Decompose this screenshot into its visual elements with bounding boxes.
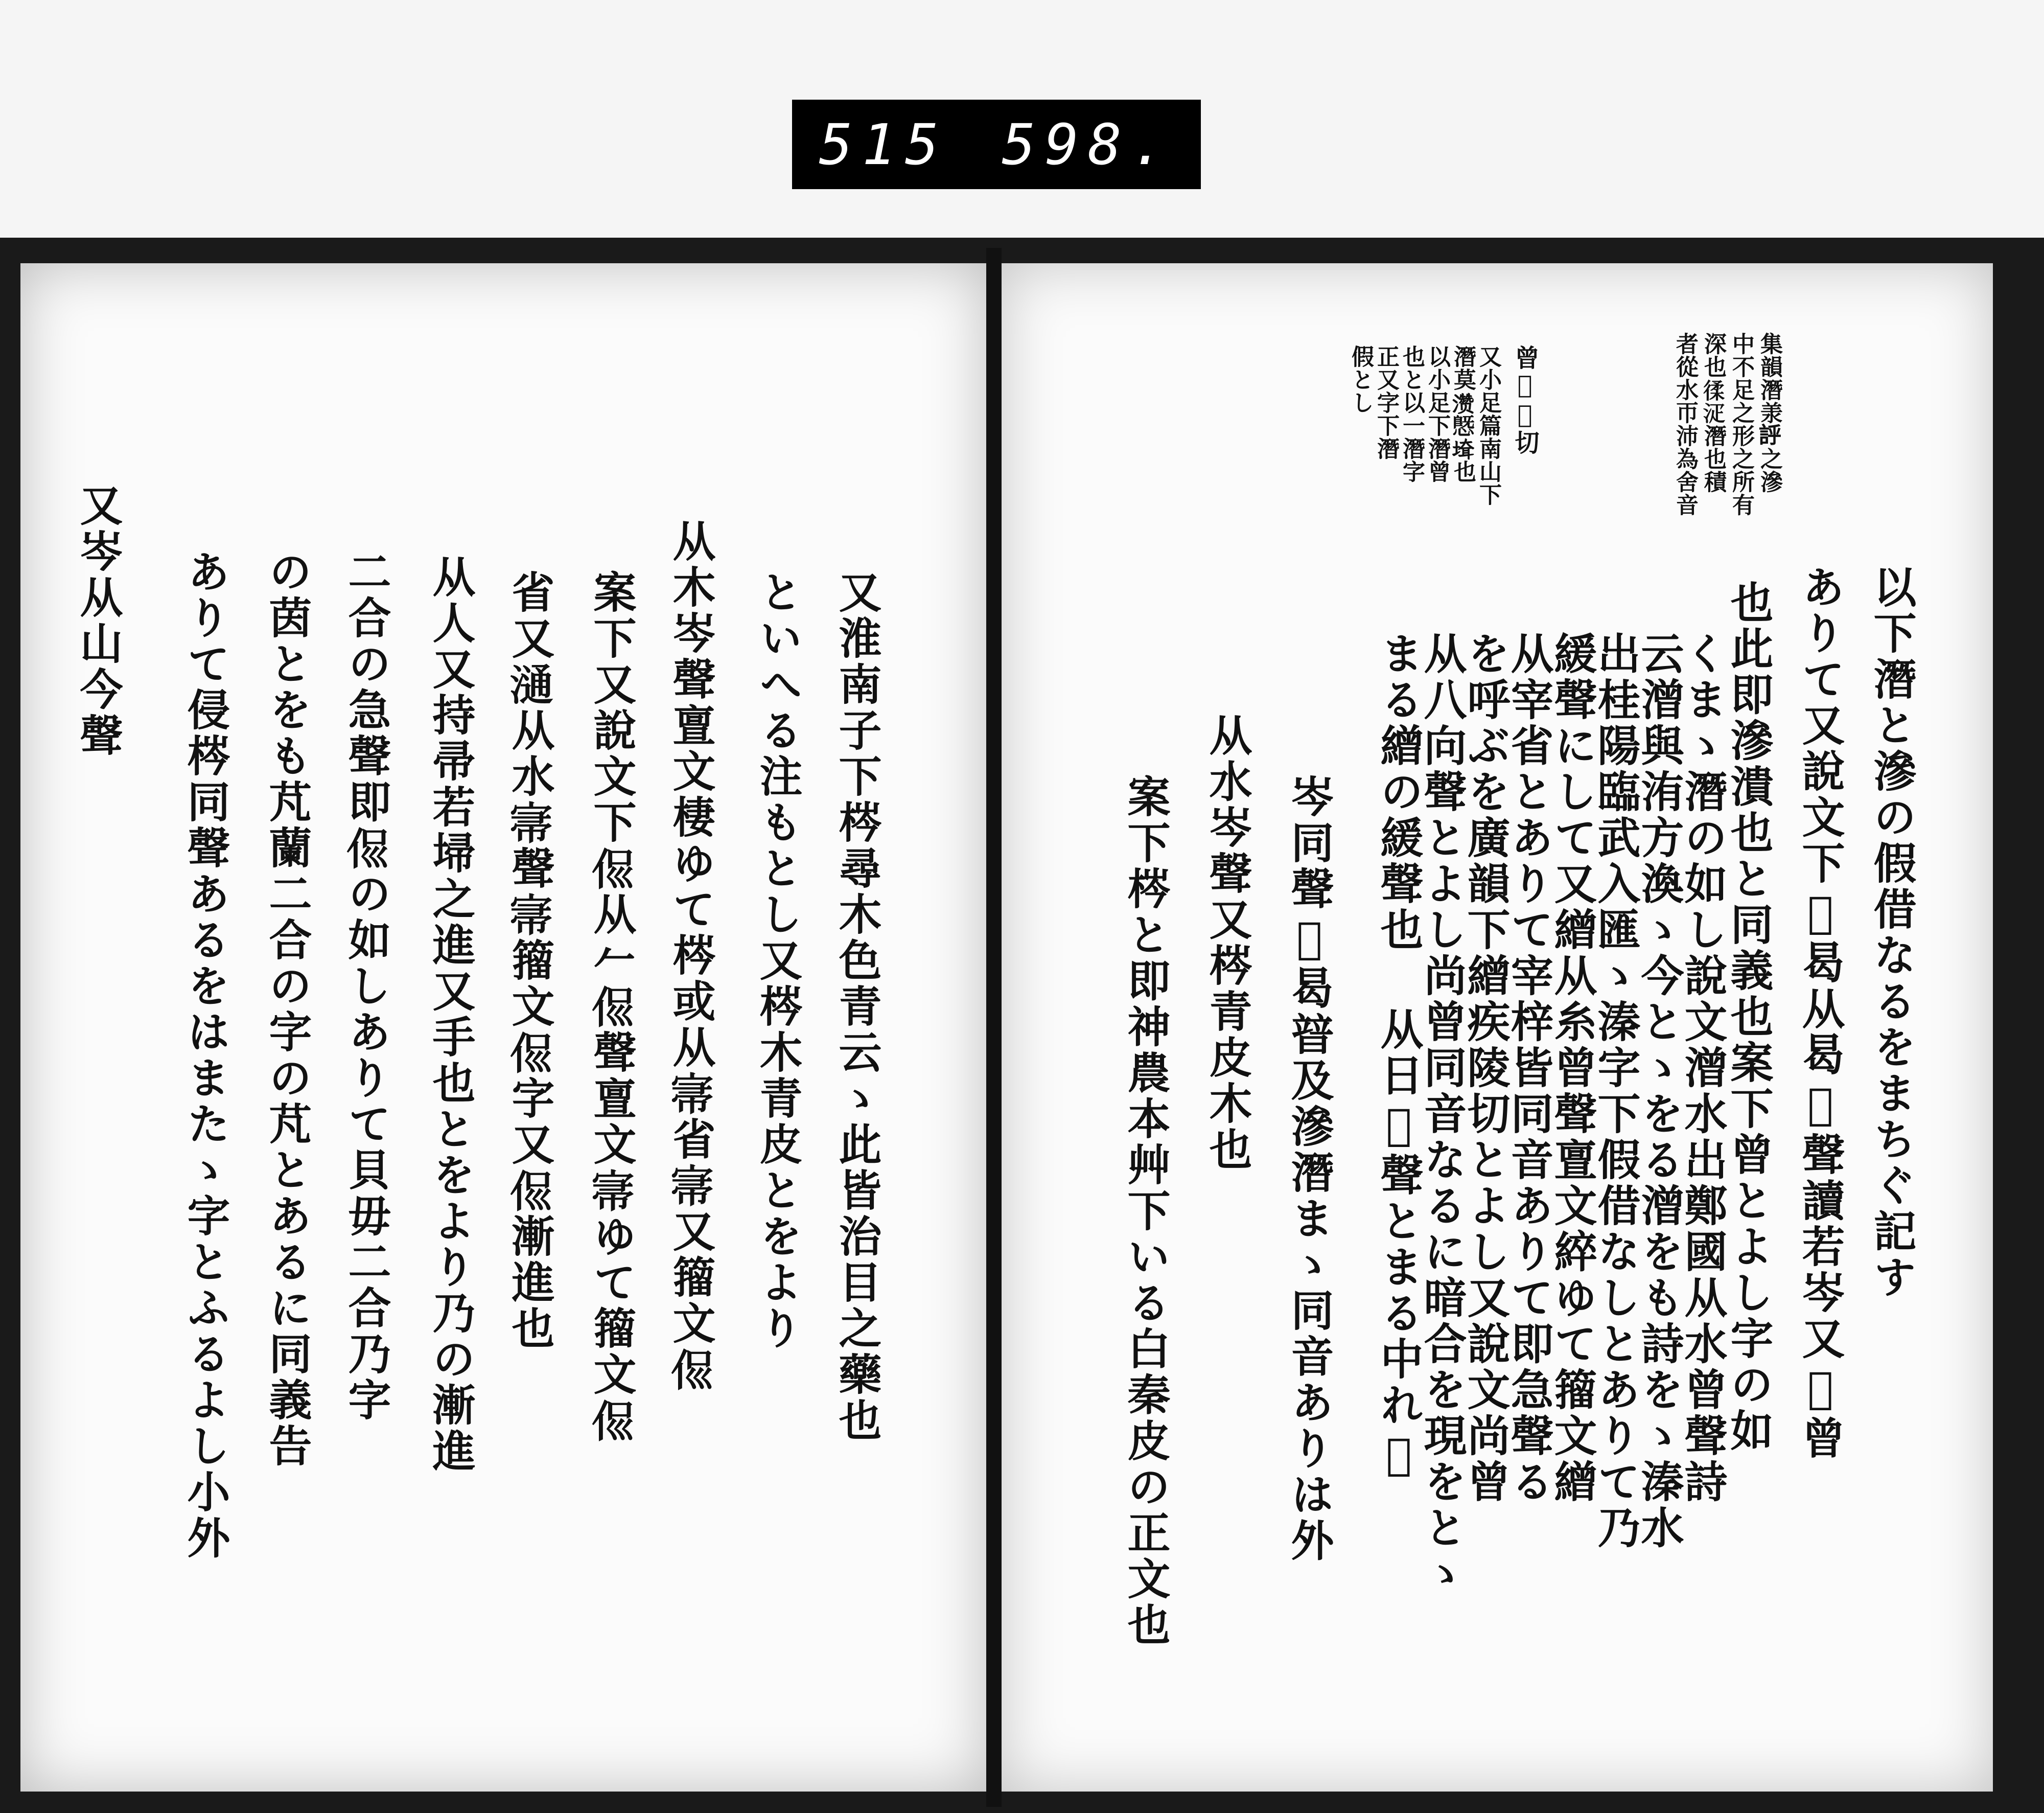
right-column-5: 云潧與洧方渙ゝ今とゝをる潧をも詩をゝ溱水 <box>1634 631 1685 1551</box>
mid-note-3: 潛莫𪷽𢟪𡍲也 <box>1450 345 1476 483</box>
left-column-3: 从木岑聲亶文棲ゆて梣或从𡨦省𡨦又籀文𠈉 <box>666 519 716 1393</box>
left-column-5: 省又𣻢从水𡨦聲𡨦籀文𠈉字又𠈉漸進也 <box>505 570 555 1352</box>
right-column-8: 从宰省とありて宰梓皆同音ありて即急聲る <box>1504 631 1554 1505</box>
mid-note-1: 曾𣈆𧫷切 <box>1511 345 1539 455</box>
mid-note-2: 又小足篇南山下 <box>1475 345 1501 506</box>
book-spine <box>986 248 1002 1807</box>
right-column-4: くまゝ潛の如し說文潧水出鄭國从水曾聲詩 <box>1678 631 1728 1505</box>
left-column-2: といへる注もとし又梣木青皮とをより <box>753 570 803 1352</box>
label-left-number: 515 <box>819 111 948 177</box>
right-column-12: 岑同聲𤼨曷暜及滲潛まゝ同音ありは外 <box>1284 774 1335 1564</box>
right-column-2: ありて又說文下𤼨曷从曷𣢟聲讀若岑又𣈆曾 <box>1795 565 1846 1462</box>
left-column-10: 又岑从山今聲 <box>73 483 124 759</box>
left-page <box>20 263 986 1792</box>
book-spread <box>0 238 2044 1813</box>
right-column-7: 緩聲にして又繒从糸曾聲亶文綷ゆて籀文繒 <box>1547 631 1598 1505</box>
right-page <box>1002 263 1993 1792</box>
label-right-number: 598. <box>1002 111 1174 177</box>
right-column-10: 从八向聲とよし尚曾同音なるに暗合を現をとゝ <box>1417 631 1468 1597</box>
right-column-9: を呼ぶを廣韻下繒疾陵切とよし又說文尚曾 <box>1460 631 1511 1505</box>
mid-note-4: 以小足下潛曾 <box>1424 345 1450 483</box>
mid-note-5: 也と以一潛字 <box>1399 345 1425 483</box>
header-note-4: 者從水帀沛為舍音 <box>1672 332 1698 516</box>
left-column-4: 案下又說文下𠈉从𠂉𠈉聲亶文𡨦ゆて籀文𠈉 <box>587 570 637 1444</box>
right-column-11: まる繒の緩聲也 从日𤼨聲とまる中れ𤼨 <box>1374 631 1424 1482</box>
header-note-1: 集韻潛𣴎𧦝之滲 <box>1756 332 1782 493</box>
left-column-1: 又淮南子下梣尋木色青云ゝ此皆治目之藥也 <box>832 570 882 1444</box>
left-column-6: 从人又持帚若埽之進又手也とをより乃の漸進 <box>426 555 476 1475</box>
right-column-6: 出桂陽臨武入匯ゝ溱字下假借なしとありて乃 <box>1591 631 1641 1551</box>
right-column-1: 以下潛と滲の假借なるをまちぐ記す <box>1867 565 1917 1301</box>
mid-note-6: 正又字下潛 <box>1373 345 1399 460</box>
right-column-13: 从水岑聲又梣青皮木也 <box>1202 713 1253 1173</box>
left-column-9: ありて侵梣同聲あるをはまたゝ字とふるよし小外 <box>180 549 231 1562</box>
right-column-14: 案下梣と即神農本艸下いる白秦皮の正文也 <box>1121 774 1171 1648</box>
right-column-3: 也此即滲潰也と同義也案下曾とよし字の如 <box>1724 580 1774 1454</box>
left-column-8: の茵とをも芃蘭二合の字の芃とあるに同義告 <box>262 549 313 1470</box>
header-note-3: 深也𢔟𣳟潛也積 <box>1700 332 1726 493</box>
left-column-7: 二合の急聲即𠈉の如しありて貝毋二合乃字 <box>341 549 392 1424</box>
header-note-2: 中不足之形之所有 <box>1728 332 1754 516</box>
mid-note-7: 假とし <box>1348 345 1374 414</box>
archive-label <box>792 100 1201 189</box>
